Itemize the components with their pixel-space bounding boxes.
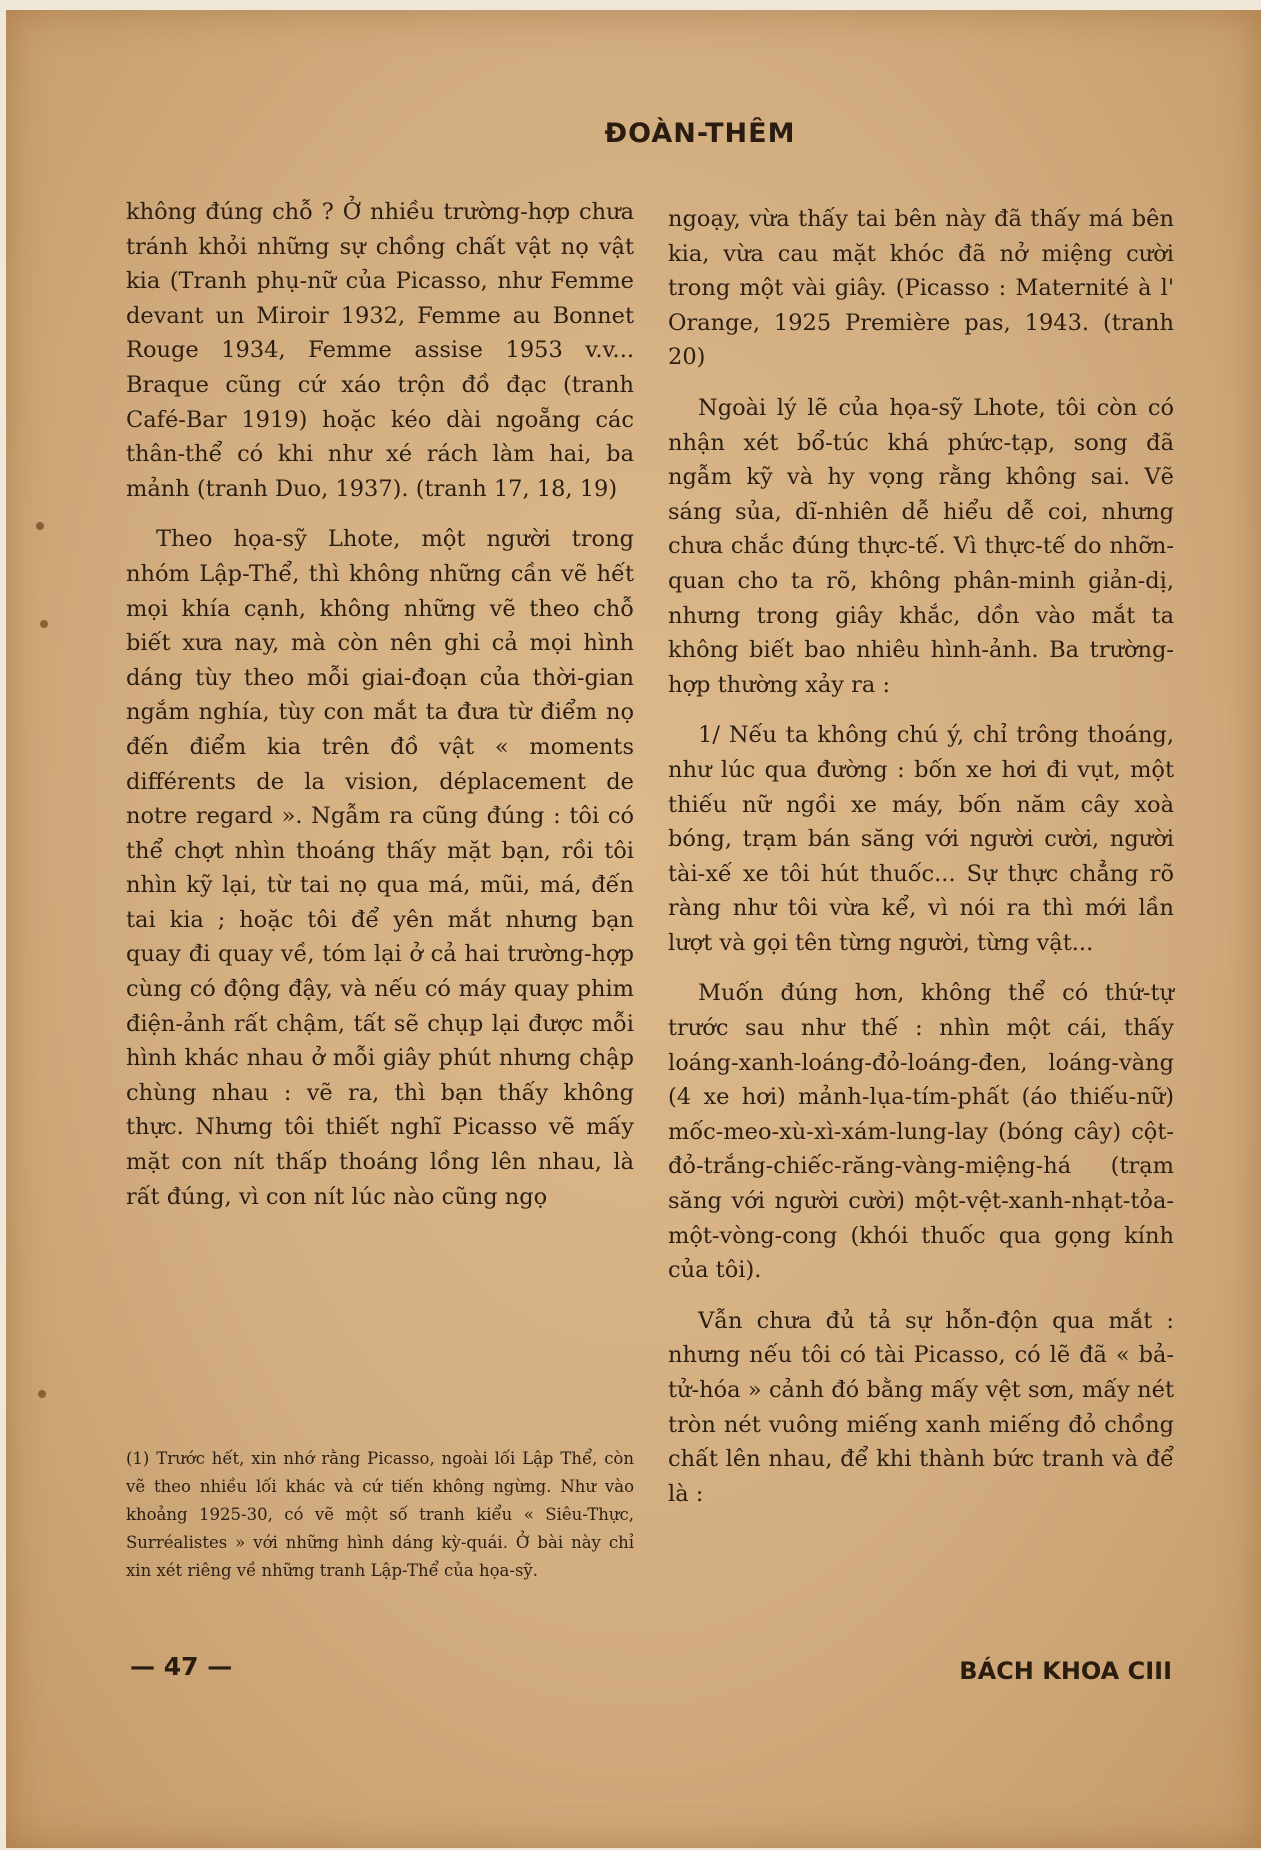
left-column xyxy=(126,195,634,1214)
page-number: — 47 — xyxy=(130,1652,233,1681)
binding-hole xyxy=(38,1390,46,1398)
binding-hole xyxy=(36,522,44,530)
paragraph: Theo họa-sỹ Lhote, một người trong nhóm Lập-Thể, thì không những cần vẽ hết mọi khía cạnh, không những vẽ theo chỗ biết xưa nay, mà còn nên ghi cả mọi hình dáng tùy theo mỗi giai-đoạn của thời-gian ngắm nghía, tùy con mắt ta đưa từ điểm nọ đến điểm kia trên đồ vật « moments différents de la vision, déplacement de notre regard ». Ngẫm ra cũng đúng : tôi có thể chợt nhìn thoáng thấy mặt bạn, rồi tôi nhìn kỹ lại, từ tai nọ qua má, mũi, má, đến tai kia ; hoặc tôi để yên mắt nhưng bạn quay đi quay về, tóm lại ở cả hai trường-hợp cùng có động đậy, và nếu có máy quay phim điện-ảnh rất chậm, tất sẽ chụp lại được mỗi hình khác nhau ở mỗi giây phút nhưng chập chùng nhau : vẽ ra, thì bạn thấy không thực. Nhưng tôi thiết nghĩ Picasso vẽ mấy mặt con nít thấp thoáng lồng lên nhau, là rất đúng, vì con nít lúc nào cũng ngọ xyxy=(126,526,634,1210)
binding-hole xyxy=(40,620,48,628)
paragraph: Muốn đúng hơn, không thể có thứ-tự trước sau như thế : nhìn một cái, thấy loáng-xanh-loáng-đỏ-loáng-đen, loáng-vàng (4 xe hơi) mảnh-lụa-tím-phất (áo thiếu-nữ) mốc-meo-xù-xì-xám-lung-lay (bóng cây) cột-đỏ-trắng-chiếc-răng-vàng-miệng-há (trạm săng với người cười) một-vệt-xanh-nhạt-tỏa-một-vòng-cong (khói thuốc qua gọng kính của tôi). xyxy=(668,980,1174,1284)
publication-footer: BÁCH KHOA CIII xyxy=(959,1657,1172,1685)
paragraph: ngoạy, vừa thấy tai bên này đã thấy má bên kia, vừa cau mặt khóc đã nở miệng cười trong một vài giây. (Picasso : Maternité à l' Orange, 1925 Première pas, 1943. (tranh 20) xyxy=(668,206,1174,371)
paragraph: Ngoài lý lẽ của họa-sỹ Lhote, tôi còn có nhận xét bổ-túc khá phức-tạp, song đã ngẫm kỹ và hy vọng rằng không sai. Vẽ sáng sủa, dĩ-nhiên dễ hiểu dễ coi, nhưng chưa chắc đúng thực-tế. Vì thực-tế do nhỡn-quan cho ta rõ, không phân-minh giản-dị, nhưng trong giây khắc, dồn vào mắt ta không biết bao nhiêu hình-ảnh. Ba trường-hợp thường xảy ra : xyxy=(668,394,1174,698)
page-header: ĐOÀN-THÊM xyxy=(604,118,796,149)
paragraph: 1/ Nếu ta không chú ý, chỉ trông thoáng, như lúc qua đường : bốn xe hơi đi vụt, một thiếu nữ ngồi xe máy, bốn năm cây xoà bóng, trạm bán săng với người cười, người tài-xế xe tôi hút thuốc... Sự thực chẳng rõ ràng như tôi vừa kể, vì nói ra thì mới lần lượt và gọi tên từng người, từng vật... xyxy=(668,722,1174,956)
right-column xyxy=(668,202,1174,1511)
paragraph: không đúng chỗ ? Ở nhiều trường-hợp chưa tránh khỏi những sự chồng chất vật nọ vật kia (Tranh phụ-nữ của Picasso, như Femme devant un Miroir 1932, Femme au Bonnet Rouge 1934, Femme assise 1953 v.v... Braque cũng cứ xáo trộn đồ đạc (tranh Café-Bar 1919) hoặc kéo dài ngoẵng các thân-thể có khi như xé rách làm hai, ba mảnh (tranh Duo, 1937). (tranh 17, 18, 19) xyxy=(126,199,634,502)
paragraph: Vẫn chưa đủ tả sự hỗn-độn qua mắt : nhưng nếu tôi có tài Picasso, có lẽ đã « bả-tử-hóa » cảnh đó bằng mấy vệt sơn, mấy nét tròn nét vuông miếng xanh miếng đỏ chồng chất lên nhau, để khi thành bức tranh và để là : xyxy=(668,1307,1174,1507)
footnote: (1) Trước hết, xin nhớ rằng Picasso, ngoài lối Lập Thể, còn vẽ theo nhiều lối khác và cứ tiến không ngừng. Như vào khoảng 1925-30, có vẽ một số tranh kiểu « Siêu-Thực, Surréalistes » với những hình dáng kỳ-quái. Ở bài này chỉ xin xét riêng về những tranh Lập-Thể của họa-sỹ. xyxy=(126,1449,634,1580)
